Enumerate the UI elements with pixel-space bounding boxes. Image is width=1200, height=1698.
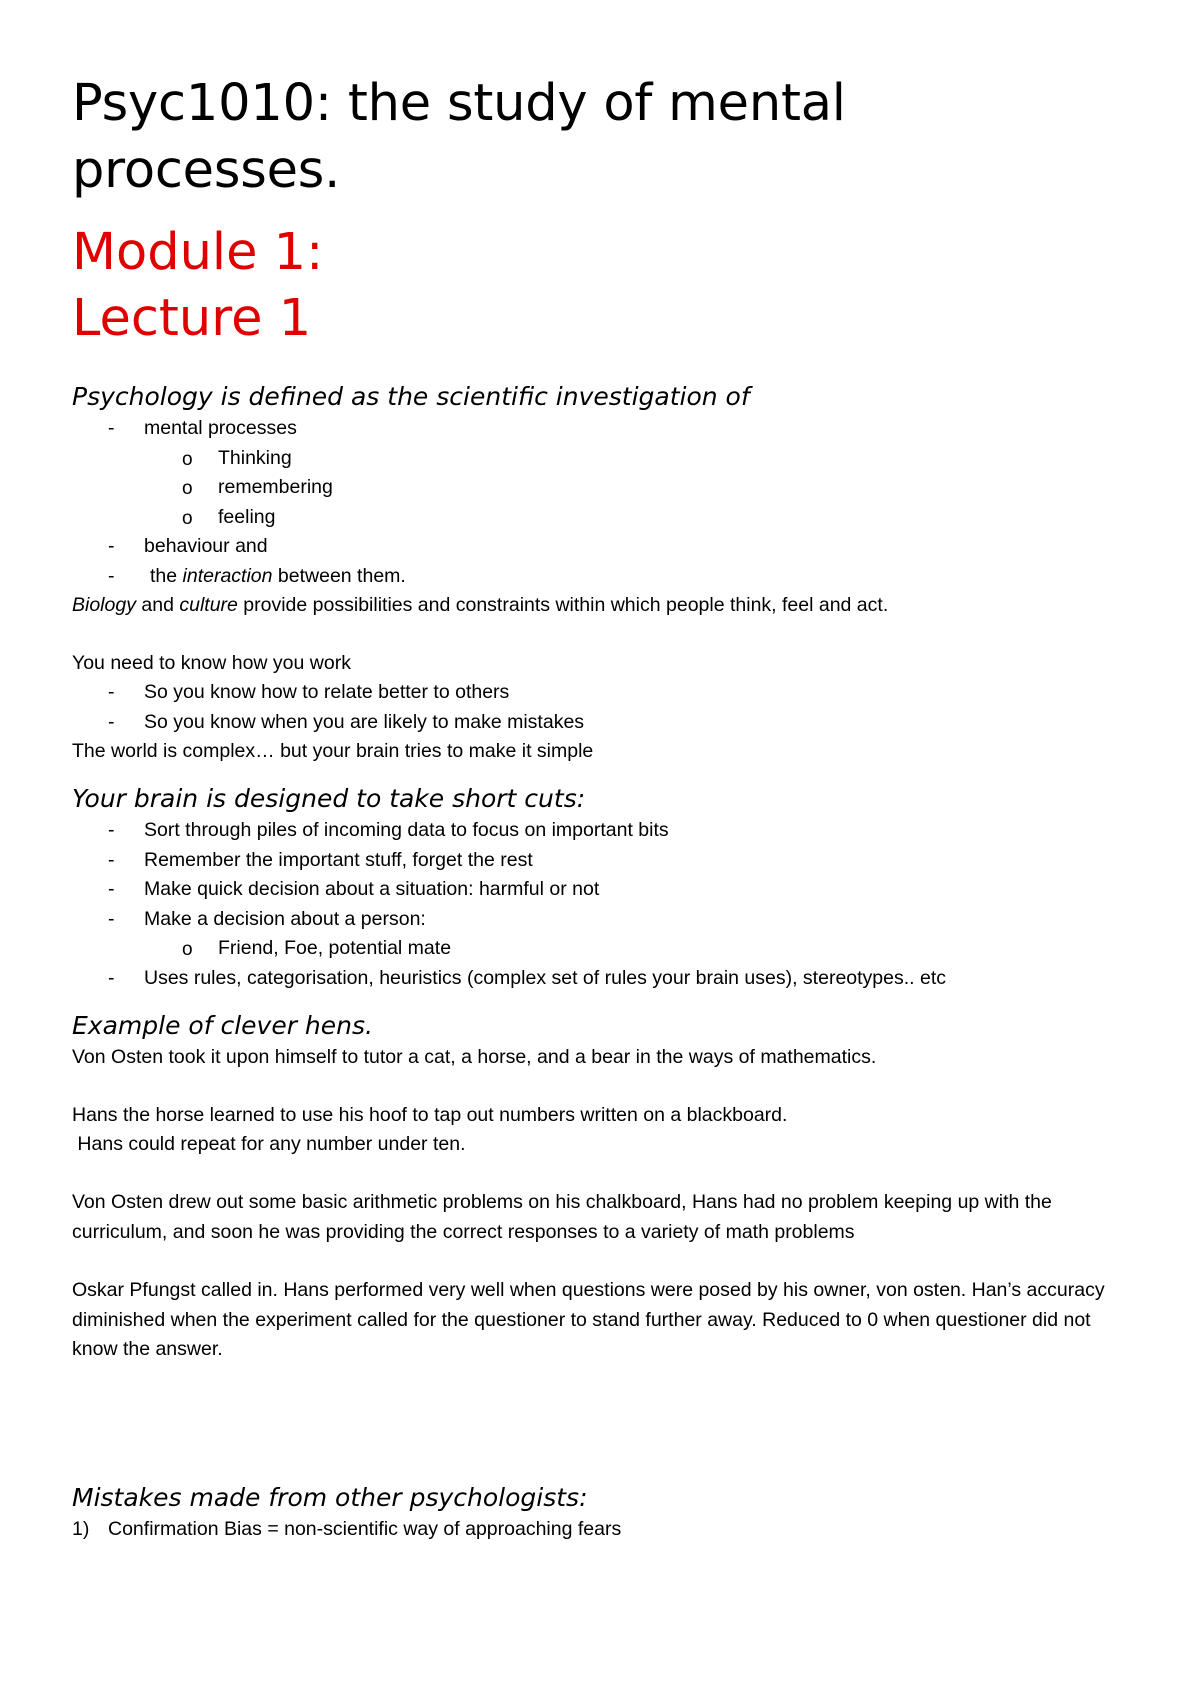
clever-hens-paragraph-4: Oskar Pfungst called in. Hans performed very well when questions were posed by his owner, von osten. Han’s accuracy diminished when the experiment called for the questioner to stand further away. Reduced to 0 when questioner did not know the answer.: [72, 1279, 1105, 1360]
document-content: [72, 70, 1128, 1544]
biology-word: Biology: [72, 594, 136, 616]
list-item-text: Friend, Foe, potential mate: [218, 937, 452, 959]
list-item: [72, 1515, 1128, 1545]
number-marker: 1): [72, 1517, 90, 1540]
world-complex-statement: The world is complex… but your brain tries to make it simple: [72, 740, 594, 762]
culture-word: culture: [179, 594, 238, 616]
list-item: [72, 414, 1128, 444]
list-item: [72, 532, 1128, 562]
dash-marker: -: [108, 417, 115, 439]
shortcuts-heading: Your brain is designed to take short cuts:: [72, 784, 586, 813]
list-item-text: Remember the important stuff, forget the rest: [144, 848, 533, 871]
list-item-text: Confirmation Bias = non-scientific way of approaching fears: [108, 1517, 622, 1540]
clever-hens-heading: Example of clever hens.: [72, 1011, 373, 1040]
module-heading-line-2: Lecture 1: [72, 289, 312, 348]
list-item-text: Make a decision about a person:: [144, 907, 426, 930]
dash-marker: -: [108, 848, 115, 871]
document-title: [72, 70, 1128, 204]
list-item: [72, 503, 1128, 533]
list-item: [72, 846, 1128, 876]
dash-marker: -: [108, 907, 115, 930]
clever-hens-paragraph-3: Von Osten drew out some basic arithmetic problems on his chalkboard, Hans had no problem keeping up with the curriculum, and soon he was providing the correct responses to a variety of math problems: [72, 1191, 1052, 1243]
dash-marker: -: [108, 681, 115, 703]
definition-list: [72, 414, 1128, 444]
dash-marker: -: [108, 564, 115, 587]
definition-list-continued: [72, 532, 1128, 591]
list-item-text: Uses rules, categorisation, heuristics (complex set of rules your brain uses), stereotypes.. etc: [144, 966, 947, 989]
dash-marker: -: [108, 819, 115, 841]
biology-connector: and: [135, 594, 180, 616]
list-item-text: Sort through piles of incoming data to focus on important bits: [144, 819, 669, 841]
mental-processes-sublist: [72, 444, 1128, 533]
list-item-text: Thinking: [218, 446, 292, 469]
dash-marker: -: [108, 966, 115, 989]
circle-bullet-marker: o: [182, 478, 193, 499]
list-item-text: So you know when you are likely to make mistakes: [144, 710, 585, 733]
list-item-text-pre: the: [150, 564, 183, 587]
list-item: [72, 875, 1128, 905]
circle-bullet-marker: o: [182, 939, 193, 960]
shortcuts-list: [72, 816, 1128, 934]
clever-hens-paragraph-2-line-2: Hans could repeat for any number under ten.: [72, 1133, 466, 1155]
document-title-line-2: processes.: [72, 141, 341, 200]
person-decision-sublist: [72, 934, 1128, 964]
list-item: [72, 816, 1128, 846]
list-item-text-emphasis: interaction: [182, 564, 273, 587]
list-item-text: remembering: [218, 476, 333, 498]
module-heading: [72, 220, 1128, 352]
mistakes-list: [72, 1515, 1128, 1545]
list-item: [72, 934, 1128, 964]
list-item: [72, 473, 1128, 503]
list-item-text: Make quick decision about a situation: harmful or not: [144, 878, 600, 900]
know-yourself-intro: You need to know how you work: [72, 652, 351, 674]
list-item: [72, 964, 1128, 994]
list-item-text: behaviour and: [144, 535, 268, 557]
biology-statement-rest: provide possibilities and constraints within which people think, feel and act.: [237, 594, 889, 616]
list-item-text: So you know how to relate better to others: [144, 681, 510, 703]
list-item-text: mental processes: [144, 417, 297, 439]
know-yourself-list: [72, 678, 1128, 737]
module-heading-line-1: Module 1:: [72, 223, 324, 282]
definition-heading: Psychology is defined as the scientific investigation of: [72, 382, 750, 411]
list-item: [72, 444, 1128, 474]
circle-bullet-marker: o: [182, 448, 193, 470]
dash-marker: -: [108, 535, 115, 557]
mistakes-heading: Mistakes made from other psychologists:: [72, 1482, 588, 1512]
dash-marker: -: [108, 710, 115, 733]
document-title-line-1: Psyc1010: the study of mental: [72, 74, 846, 133]
list-item: [72, 562, 1128, 592]
clever-hens-paragraph-2-line-1: Hans the horse learned to use his hoof to tap out numbers written on a blackboard.: [72, 1104, 788, 1126]
list-item: [72, 678, 1128, 708]
shortcuts-list-continued: [72, 964, 1128, 994]
list-item-text-post: between them.: [272, 564, 406, 587]
dash-marker: -: [108, 878, 115, 900]
list-item: [72, 905, 1128, 935]
list-item-text: feeling: [218, 505, 276, 528]
biology-culture-statement: [72, 591, 1128, 620]
circle-bullet-marker: o: [182, 507, 193, 529]
clever-hens-paragraph-1: Von Osten took it upon himself to tutor a cat, a horse, and a bear in the ways of mathematics.: [72, 1046, 877, 1068]
list-item: [72, 708, 1128, 738]
